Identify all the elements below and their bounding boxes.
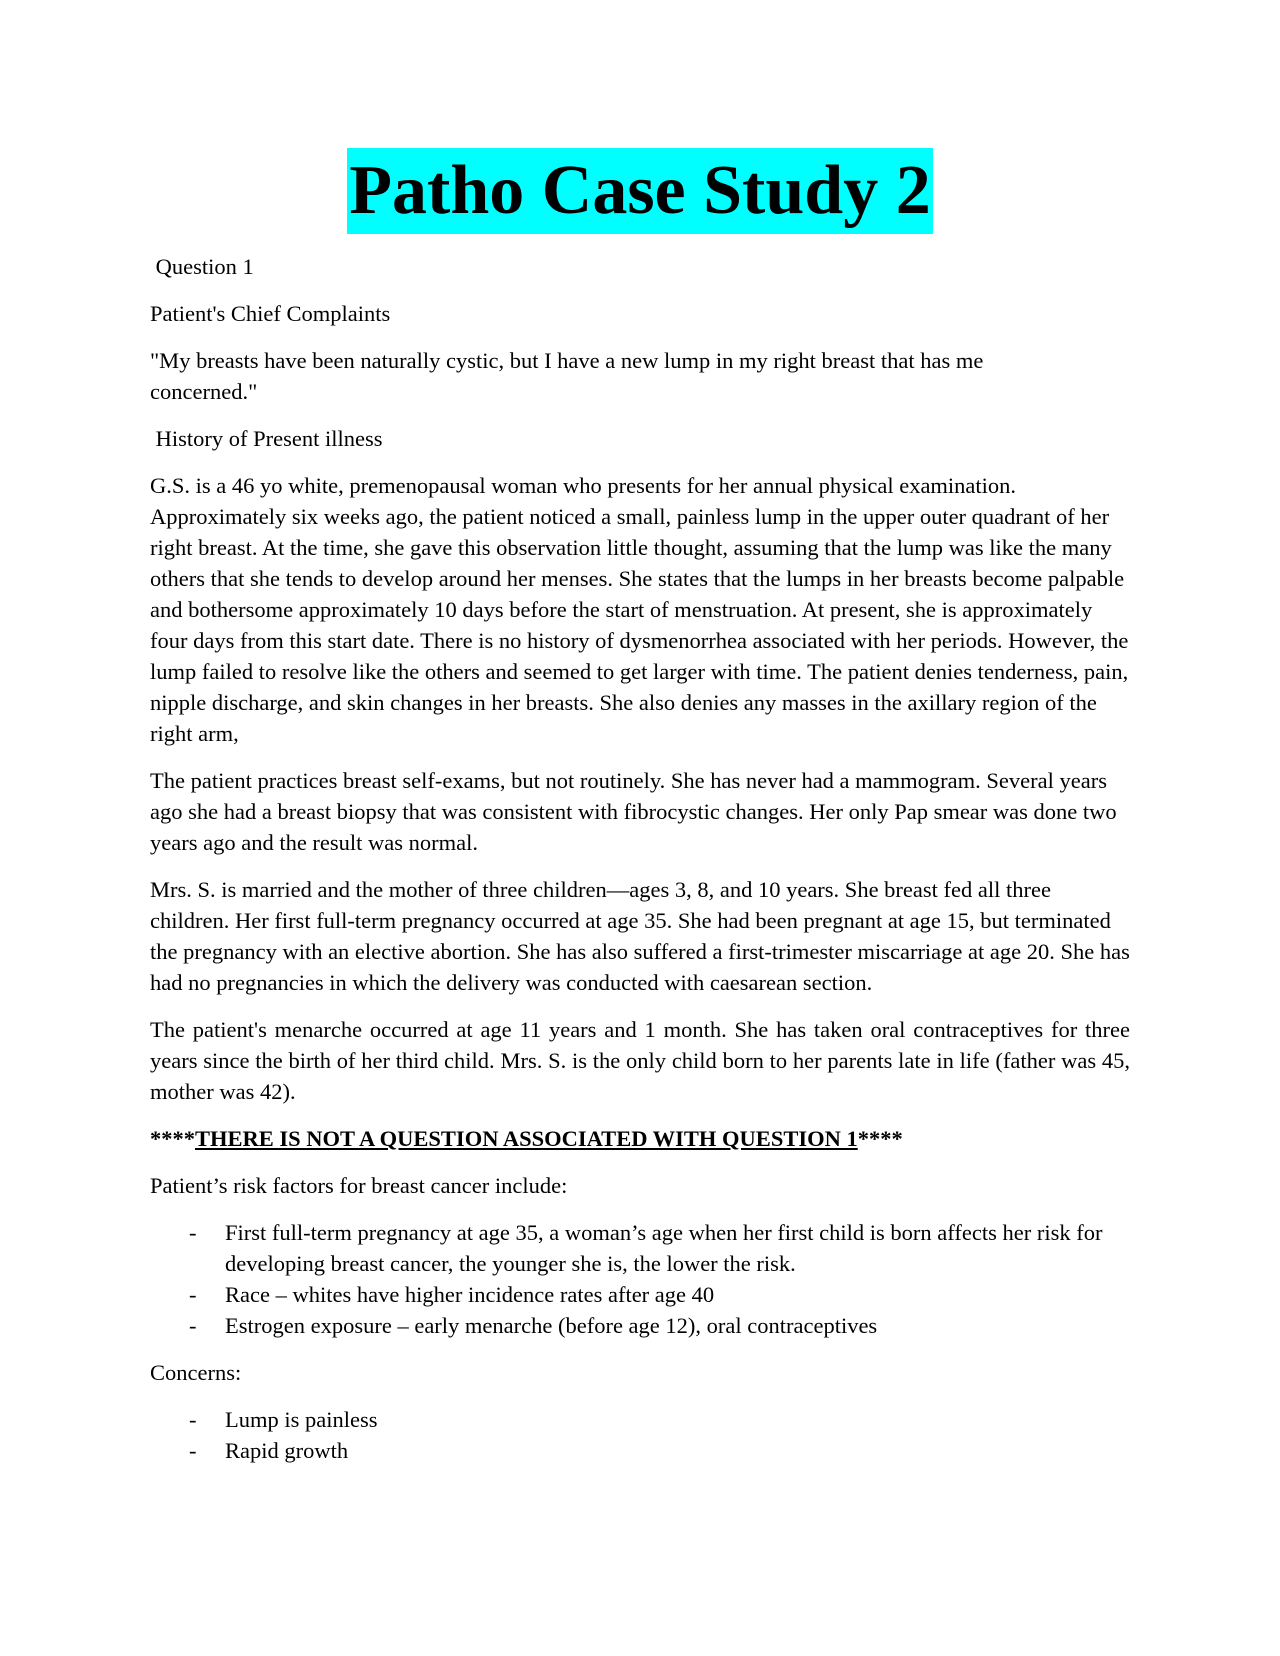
concern-text: Lump is painless <box>225 1407 378 1432</box>
list-item <box>150 1279 1130 1310</box>
hpi-paragraph-2: The patient practices breast self-exams, but not routinely. She has never had a mammogram. Several years ago she had a breast biopsy that was consistent with fibrocystic changes. Her only Pap smear was done two years ago and the result was normal. <box>150 768 1117 855</box>
risk-factor-text: Estrogen exposure – early menarche (before age 12), oral contraceptives <box>225 1313 878 1338</box>
concern-text: Rapid growth <box>225 1438 349 1463</box>
risk-heading: Patient’s risk factors for breast cancer include: <box>150 1173 568 1198</box>
risk-factor-list <box>150 1217 1130 1341</box>
list-bullet: - <box>189 1407 197 1432</box>
title-container <box>150 148 1130 234</box>
list-bullet: - <box>189 1313 197 1338</box>
hpi-paragraph-3: Mrs. S. is married and the mother of three children—ages 3, 8, and 10 years. She breast fed all three children. Her first full-term pregnancy occurred at age 35. She had been pregnant at age 15, but terminated the pregnancy with an elective abortion. She has also suffered a first-trimester miscarriage at age 20. She has had no pregnancies in which the delivery was conducted with caesarean section. <box>150 877 1130 995</box>
list-item <box>150 1404 1130 1435</box>
notice-line <box>150 1123 1130 1154</box>
question-label: Question 1 <box>150 254 254 279</box>
list-item <box>150 1435 1130 1466</box>
document-title: Patho Case Study 2 <box>347 148 932 234</box>
hpi-paragraph-1: G.S. is a 46 yo white, premenopausal woman who presents for her annual physical examination. Approximately six weeks ago, the patient noticed a small, painless lump in the upper outer quadrant of her right breast. At the time, she gave this observation little thought, assuming that the lump was like the many others that she tends to develop around her menses. She states that the lumps in her breasts become palpable and bothersome approximately 10 days before the start of menstruation. At present, she is approximately four days from this start date. There is no history of dysmenorrhea associated with her periods. However, the lump failed to resolve like the others and seemed to get larger with time. The patient denies tenderness, pain, nipple discharge, and skin changes in her breasts. She also denies any masses in the axillary region of the right arm, <box>150 473 1129 746</box>
chief-complaint-quote: "My breasts have been naturally cystic, but I have a new lump in my right breast that has me concerned." <box>150 348 984 404</box>
list-bullet: - <box>189 1282 197 1307</box>
risk-factor-text: Race – whites have higher incidence rates after age 40 <box>225 1282 715 1307</box>
document-body <box>150 251 1130 1482</box>
list-item <box>150 1310 1130 1341</box>
concerns-list <box>150 1404 1130 1466</box>
list-bullet: - <box>189 1220 197 1245</box>
concerns-heading: Concerns: <box>150 1360 242 1385</box>
list-bullet: - <box>189 1438 197 1463</box>
list-item <box>150 1217 1130 1279</box>
notice-suffix: **** <box>857 1126 903 1151</box>
hpi-heading: History of Present illness <box>150 426 383 451</box>
risk-factor-text: First full-term pregnancy at age 35, a woman’s age when her first child is born affects her risk for developing breast cancer, the younger she is, the lower the risk. <box>225 1220 1103 1276</box>
notice-prefix: **** <box>150 1126 195 1151</box>
chief-complaint-heading: Patient's Chief Complaints <box>150 301 391 326</box>
notice-text: THERE IS NOT A QUESTION ASSOCIATED WITH QUESTION 1 <box>195 1126 858 1151</box>
hpi-paragraph-4: The patient's menarche occurred at age 11 years and 1 month. She has taken oral contraceptives for three years since the birth of her third child. Mrs. S. is the only child born to her parents late in life (father was 45, mother was 42). <box>150 1017 1130 1104</box>
